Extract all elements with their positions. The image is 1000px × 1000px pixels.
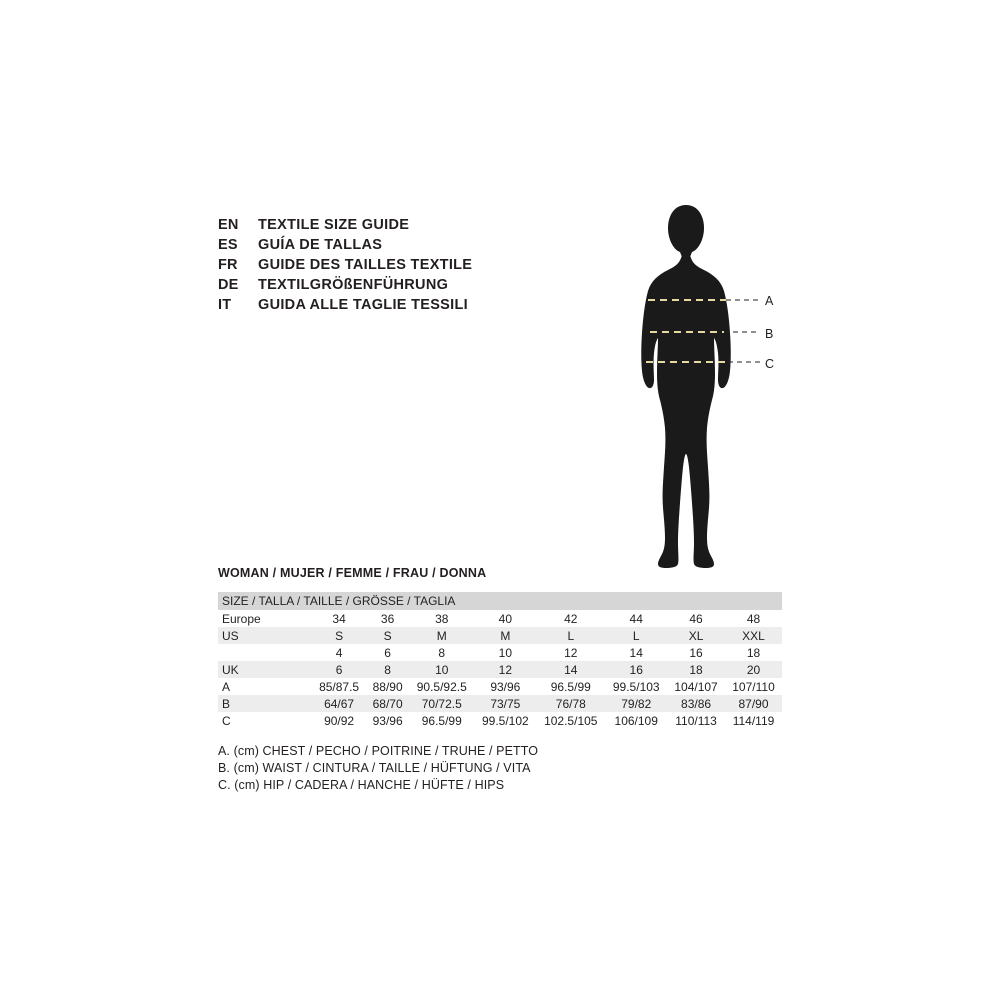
language-title: GUÍA DE TALLAS (258, 237, 383, 253)
legend-line-c: C. (cm) HIP / CADERA / HANCHE / HÜFTE / HIPS (218, 778, 505, 792)
measure-label-a: A (765, 294, 774, 308)
cell: M (474, 627, 536, 644)
language-title: TEXTILGRÖßENFÜHRUNG (258, 277, 449, 293)
language-row (218, 295, 598, 315)
cell: 96.5/99 (409, 712, 474, 729)
cell: 90.5/92.5 (409, 678, 474, 695)
cell: 85/87.5 (312, 678, 366, 695)
cell: 99.5/103 (605, 678, 667, 695)
cell: 4 (312, 644, 366, 661)
cell: 88/90 (366, 678, 409, 695)
section-title-woman: WOMAN / MUJER / FEMME / FRAU / DONNA (218, 566, 487, 580)
cell: 79/82 (605, 695, 667, 712)
language-row (218, 255, 598, 275)
silhouette-body (641, 205, 731, 568)
cell: S (366, 627, 409, 644)
cell: 34 (312, 610, 366, 627)
cell: 104/107 (667, 678, 725, 695)
row-label: C (218, 712, 312, 729)
size-table (218, 592, 782, 729)
cell: 8 (366, 661, 409, 678)
cell: 99.5/102 (474, 712, 536, 729)
cell: 46 (667, 610, 725, 627)
table-row (218, 695, 782, 712)
cell: 114/119 (725, 712, 782, 729)
language-row (218, 215, 598, 235)
row-label: UK (218, 661, 312, 678)
cell: 8 (409, 644, 474, 661)
cell: XL (667, 627, 725, 644)
table-row (218, 661, 782, 678)
table-header-label: SIZE / TALLA / TAILLE / GRÖSSE / TAGLIA (218, 592, 782, 610)
language-code: DE (218, 277, 239, 293)
cell: 68/70 (366, 695, 409, 712)
cell: 10 (409, 661, 474, 678)
row-label: B (218, 695, 312, 712)
row-label: US (218, 627, 312, 644)
legend-line-b: B. (cm) WAIST / CINTURA / TAILLE / HÜFTUNG / VITA (218, 761, 531, 775)
cell: 12 (474, 661, 536, 678)
cell: L (605, 627, 667, 644)
cell: 48 (725, 610, 782, 627)
cell: 70/72.5 (409, 695, 474, 712)
language-code: FR (218, 257, 238, 273)
cell: 16 (605, 661, 667, 678)
cell: 93/96 (366, 712, 409, 729)
cell: S (312, 627, 366, 644)
table-row (218, 678, 782, 695)
language-title: TEXTILE SIZE GUIDE (258, 217, 410, 233)
cell: 6 (366, 644, 409, 661)
cell: 90/92 (312, 712, 366, 729)
language-title: GUIDA ALLE TAGLIE TESSILI (258, 297, 468, 313)
cell: 10 (474, 644, 536, 661)
cell: 36 (366, 610, 409, 627)
cell: 107/110 (725, 678, 782, 695)
table-row (218, 627, 782, 644)
cell: 16 (667, 644, 725, 661)
language-row (218, 235, 598, 255)
cell: 38 (409, 610, 474, 627)
cell: 93/96 (474, 678, 536, 695)
row-label: A (218, 678, 312, 695)
cell: 110/113 (667, 712, 725, 729)
table-row (218, 712, 782, 729)
table-header-row (218, 592, 782, 610)
row-label: Europe (218, 610, 312, 627)
cell: 87/90 (725, 695, 782, 712)
measure-label-b: B (765, 327, 774, 341)
language-row (218, 275, 598, 295)
language-title: GUIDE DES TAILLES TEXTILE (258, 257, 473, 273)
table-row (218, 610, 782, 627)
cell: 40 (474, 610, 536, 627)
cell: 42 (536, 610, 605, 627)
row-label (218, 644, 312, 661)
cell: 76/78 (536, 695, 605, 712)
cell: XXL (725, 627, 782, 644)
cell: 73/75 (474, 695, 536, 712)
cell: 106/109 (605, 712, 667, 729)
cell: 64/67 (312, 695, 366, 712)
cell: L (536, 627, 605, 644)
cell: 6 (312, 661, 366, 678)
female-silhouette-figure (620, 195, 820, 585)
language-code: ES (218, 237, 238, 253)
cell: 83/86 (667, 695, 725, 712)
cell: 18 (667, 661, 725, 678)
measurement-legend (218, 743, 538, 794)
language-code: IT (218, 297, 232, 313)
cell: 20 (725, 661, 782, 678)
table-row (218, 644, 782, 661)
legend-line-a: A. (cm) CHEST / PECHO / POITRINE / TRUHE / PETTO (218, 744, 539, 758)
language-title-block (218, 215, 598, 315)
cell: M (409, 627, 474, 644)
cell: 44 (605, 610, 667, 627)
language-code: EN (218, 217, 239, 233)
measure-label-c: C (765, 357, 775, 371)
cell: 12 (536, 644, 605, 661)
cell: 18 (725, 644, 782, 661)
cell: 14 (605, 644, 667, 661)
cell: 96.5/99 (536, 678, 605, 695)
cell: 14 (536, 661, 605, 678)
cell: 102.5/105 (536, 712, 605, 729)
